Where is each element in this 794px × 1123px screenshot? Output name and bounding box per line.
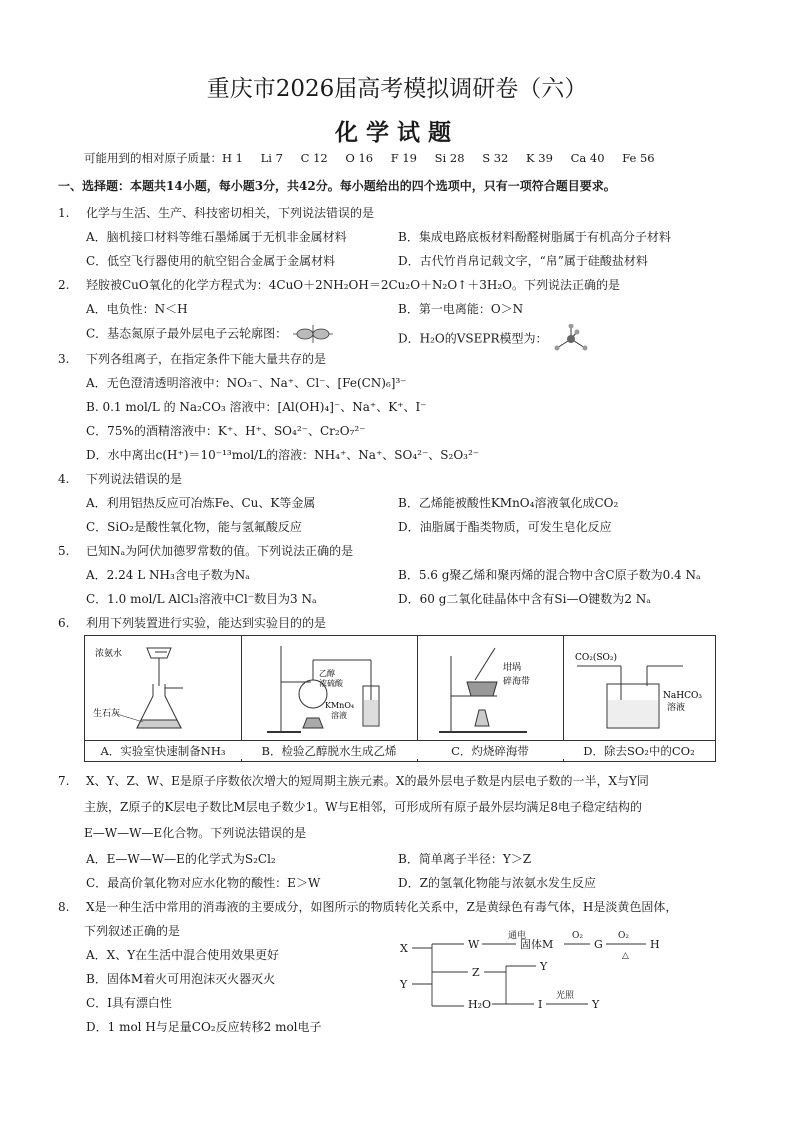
transformation-diagram <box>396 930 696 1030</box>
node-g: G <box>594 938 603 951</box>
q1-option-d[interactable]: D．古代竹肖帛记载文字，“帛”属于硅酸盐材料 <box>398 254 648 268</box>
question-number: 4. <box>58 472 70 486</box>
q7-stem-line2: 主族，Z原子的K层电子数比M层电子数少1。W与E相邻，可形成所有原子最外层均满足8电子稳定结构的 <box>84 800 642 814</box>
mass-item: O 16 <box>345 151 374 165</box>
q4-option-a[interactable]: A．利用铝热反应可冶炼Fe、Cu、K等金属 <box>86 496 316 510</box>
question-4 <box>58 470 182 487</box>
q8-option-b[interactable]: B．固体M着火可用泡沫灭火器灭火 <box>86 972 276 986</box>
question-stem: 羟胺被CuO氧化的化学方程式为：4CuO＋2NH₂OH＝2Cu₂O＋N₂O↑＋3H₂O。下列说法正确的是 <box>86 278 620 292</box>
vsepr-model-icon <box>551 324 591 354</box>
mass-item: Si 28 <box>434 151 465 165</box>
q1-option-c[interactable]: C．低空飞行器使用的航空铝合金属于金属材料 <box>86 254 336 268</box>
q3-option-b[interactable]: B. 0.1 mol/L 的 Na₂CO₃ 溶液中：[Al(OH)₄]⁻、Na⁺、K⁺、I⁻ <box>86 400 427 414</box>
q2-option-c[interactable] <box>86 324 335 344</box>
question-number: 6. <box>58 616 70 630</box>
question-stem: 下列说法错误的是 <box>86 472 183 486</box>
question-number: 1. <box>58 206 70 220</box>
option-text: D．H₂O的VSEPR模型为： <box>398 331 548 346</box>
label-c1: 坩埚 <box>503 663 522 673</box>
panel-d[interactable] <box>563 636 715 761</box>
q2-option-d[interactable] <box>398 324 591 354</box>
question-5 <box>58 542 353 559</box>
q8-option-d[interactable]: D．1 mol H与足量CO₂反应转移2 mol电子 <box>86 1020 322 1034</box>
label-a2: 生石灰 <box>93 709 121 719</box>
q8-option-a[interactable]: A．X、Y在生活中混合使用效果更好 <box>86 948 280 962</box>
label-b4: 溶液 <box>331 711 347 720</box>
crucible-apparatus-icon <box>417 636 563 740</box>
flask-apparatus-icon <box>85 636 241 740</box>
section-heading: 一、选择题：本题共14小题，每小题3分，共42分。每小题给出的四个选项中，只有一项符合题目要求。 <box>58 179 616 193</box>
question-stem: X是一种生活中常用的消毒液的主要成分，如图所示的物质转化关系中，Z是黄绿色有毒气体，H是淡黄色固体， <box>86 900 678 914</box>
question-stem: 化学与生活、生产、科技密切相关，下列说法错误的是 <box>86 206 375 220</box>
q8-stem-line2: 下列叙述正确的是 <box>84 924 181 938</box>
question-number: 2. <box>58 278 70 292</box>
q2-option-a[interactable]: A．电负性：N＜H <box>86 302 188 316</box>
q7-option-c[interactable]: C．最高价氧化物对应水化物的酸性：E＞W <box>86 876 321 890</box>
caption-a: A．实验室快速制备NH₃ <box>85 740 241 759</box>
label-c2: 碎海带 <box>503 677 531 687</box>
label-d1: CO₂(SO₂) <box>575 653 618 663</box>
question-2 <box>58 276 620 293</box>
label-a1: 浓氨水 <box>95 649 123 659</box>
q5-option-a[interactable]: A．2.24 L NH₃含电子数为Nₐ <box>86 568 250 582</box>
page-title: 重庆市2026届高考模拟调研卷（六） <box>206 76 588 102</box>
node-m: 固体M <box>520 938 554 951</box>
mass-item: C 12 <box>300 151 328 165</box>
gas-washing-icon <box>563 636 715 740</box>
caption-b: B．检验乙醇脱水生成乙烯 <box>241 740 417 759</box>
label-o2-b: O₂ <box>618 931 629 941</box>
q1-option-b[interactable]: B．集成电路底板材料酚醛树脂属于有机高分子材料 <box>398 230 671 244</box>
label-o2-a: O₂ <box>572 931 583 941</box>
label-heat: △ <box>622 951 629 961</box>
q7-option-a[interactable]: A．E—W—W—E的化学式为S₂Cl₂ <box>86 852 276 866</box>
q1-option-a[interactable]: A．脑机接口材料等维石墨烯属于无机非金属材料 <box>86 230 347 244</box>
question-stem: 已知Nₐ为阿伏加德罗常数的值。下列说法正确的是 <box>86 544 354 558</box>
panel-b[interactable] <box>241 636 418 761</box>
mass-item: F 19 <box>390 151 418 165</box>
question-6 <box>58 614 326 631</box>
mass-item: Fe 56 <box>622 151 655 165</box>
masses-label: 可能用到的相对原子质量：H 1 <box>84 151 243 165</box>
node-x: X <box>400 942 408 955</box>
label-b3: KMnO₄ <box>325 701 355 710</box>
node-y2: Y <box>540 960 548 973</box>
label-electrolysis: 通电 <box>508 931 527 941</box>
option-text: C．基态氮原子最外层电子云轮廓图： <box>86 326 288 341</box>
atomic-masses <box>84 150 669 166</box>
panel-a[interactable] <box>85 636 242 761</box>
question-stem: X、Y、Z、W、E是原子序数依次增大的短周期主族元素。X的最外层电子数是内层电子数的一半，X与Y同 <box>86 774 649 788</box>
label-d3: 溶液 <box>667 703 686 713</box>
q3-option-c[interactable]: C．75%的酒精溶液中：K⁺、H⁺、SO₄²⁻、Cr₂O₇²⁻ <box>86 424 366 438</box>
label-light: 光照 <box>556 991 575 1001</box>
caption-c: C．灼烧碎海带 <box>417 740 563 759</box>
q5-option-c[interactable]: C．1.0 mol/L AlCl₃溶液中Cl⁻数目为3 Nₐ <box>86 592 317 606</box>
q7-option-b[interactable]: B．简单离子半径：Y＞Z <box>398 852 532 866</box>
q5-option-d[interactable]: D．60 g二氧化硅晶体中含有Si—O键数为2 Nₐ <box>398 592 651 606</box>
q3-option-d[interactable]: D．水中离出c(H⁺)＝10⁻¹³mol/L的溶液：NH₄⁺、Na⁺、SO₄²⁻、S₂O₃²⁻ <box>86 448 480 462</box>
question-1 <box>58 204 374 221</box>
question-number: 5. <box>58 544 70 558</box>
q4-option-b[interactable]: B．乙烯能被酸性KMnO₄溶液氧化成CO₂ <box>398 496 619 510</box>
node-z: Z <box>472 966 480 979</box>
q4-option-d[interactable]: D．油脂属于酯类物质，可发生皂化反应 <box>398 520 612 534</box>
question-number: 7. <box>58 774 70 788</box>
question-number: 8. <box>58 900 70 914</box>
q7-stem-line3: E—W—W—E化合物。下列说法错误的是 <box>84 826 307 840</box>
ethylene-apparatus-icon <box>241 636 417 740</box>
q3-option-a[interactable]: A．无色澄清透明溶液中：NO₃⁻、Na⁺、Cl⁻、[Fe(CN)₆]³⁻ <box>86 376 407 390</box>
mass-item: Li 7 <box>260 151 283 165</box>
subject-title: 化学试题 <box>335 119 459 146</box>
q7-option-d[interactable]: D．Z的氢氧化物能与浓氨水发生反应 <box>398 876 596 890</box>
panel-c[interactable] <box>417 636 564 761</box>
question-stem: 利用下列装置进行实验，能达到实验目的的是 <box>86 616 327 630</box>
q8-option-c[interactable]: C．I具有漂白性 <box>86 996 172 1010</box>
apparatus-figure <box>84 635 716 762</box>
q5-option-b[interactable]: B．5.6 g聚乙烯和聚丙烯的混合物中含C原子数为0.4 Nₐ <box>398 568 701 582</box>
q4-option-c[interactable]: C．SiO₂是酸性氧化物，能与氢氟酸反应 <box>86 520 302 534</box>
p-orbital-icon <box>291 324 335 344</box>
caption-d: D．除去SO₂中的CO₂ <box>563 740 715 759</box>
label-b1: 乙醇 <box>319 669 335 678</box>
node-y3: Y <box>592 998 600 1011</box>
mass-item: Ca 40 <box>570 151 605 165</box>
question-3 <box>58 350 326 367</box>
question-number: 3. <box>58 352 70 366</box>
mass-item: S 32 <box>482 151 509 165</box>
node-h: H <box>650 938 660 951</box>
q2-option-b[interactable]: B．第一电离能：O＞N <box>398 302 524 316</box>
label-b2: 浓硫酸 <box>319 679 343 688</box>
question-7 <box>58 772 649 789</box>
question-stem: 下列各组离子，在指定条件下能大量共存的是 <box>86 352 327 366</box>
node-i: I <box>538 998 543 1011</box>
question-8 <box>58 898 677 915</box>
node-w: W <box>468 938 480 951</box>
label-d2: NaHCO₃ <box>663 691 702 701</box>
node-y: Y <box>400 978 408 991</box>
mass-item: K 39 <box>526 151 553 165</box>
node-h2o: H₂O <box>468 998 492 1011</box>
